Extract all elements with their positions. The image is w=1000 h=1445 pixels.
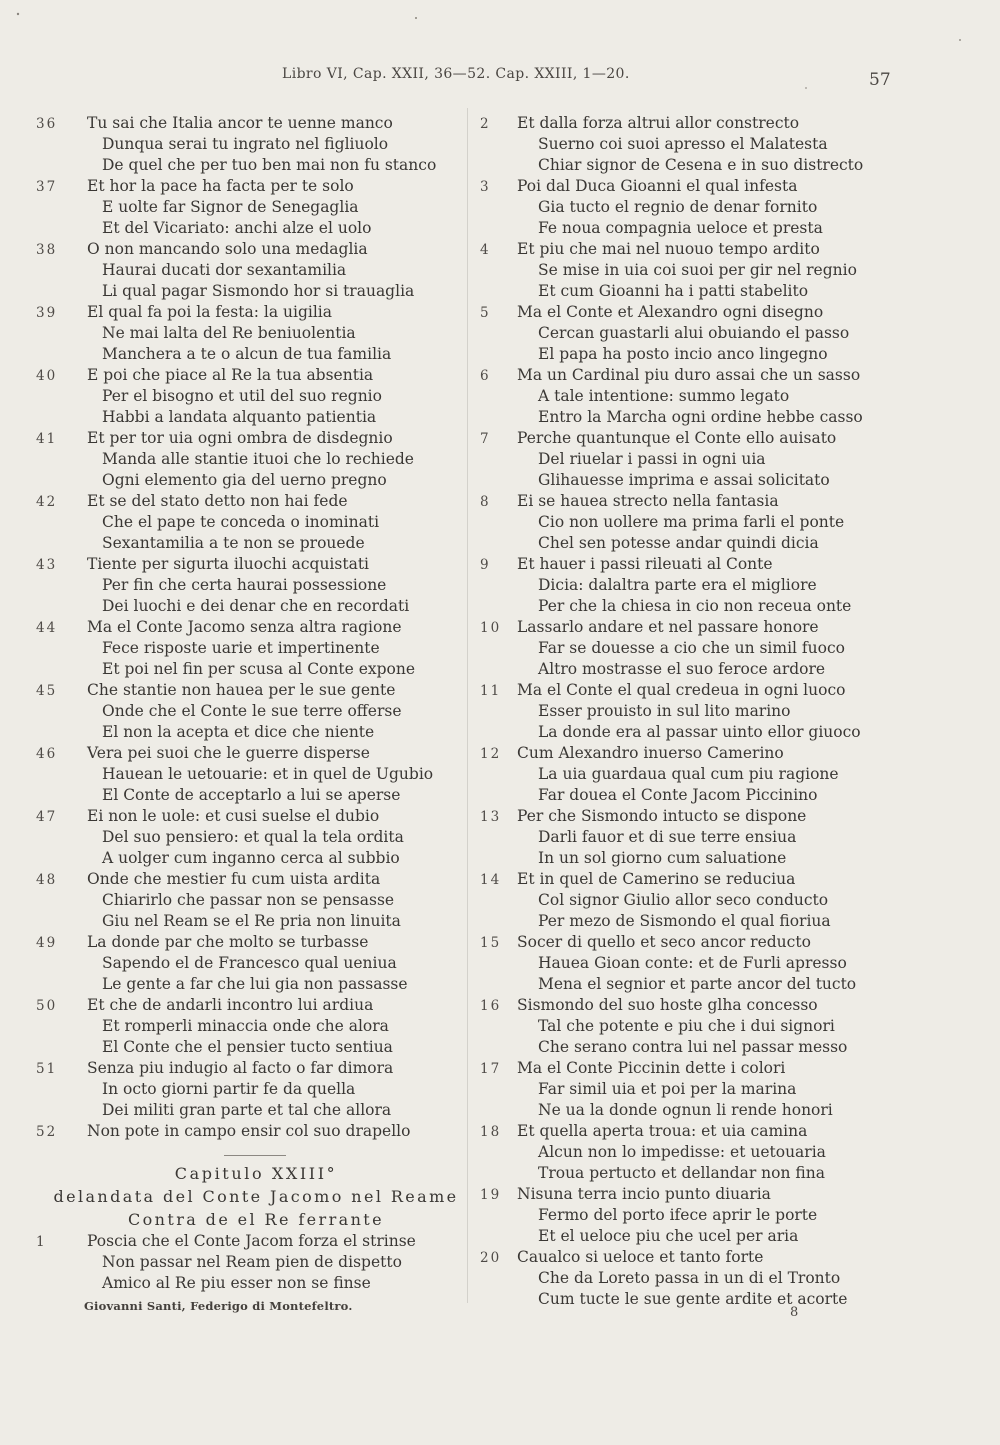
verse-line: Chel sen potesse andar quindi dicia: [538, 534, 819, 552]
verse-line: In un sol giorno cum saluatione: [538, 849, 787, 867]
stanza-number: 10: [480, 620, 502, 636]
stanza: [36, 365, 466, 428]
verse-line: Tiente per sigurta iluochi acquistati: [87, 555, 370, 573]
stanza-number: 6: [480, 368, 491, 384]
verse-line: Et quella aperta troua: et uia camina: [517, 1122, 808, 1140]
stanza: [480, 428, 880, 491]
stanza: [36, 239, 466, 302]
stanza-number: 48: [36, 872, 58, 888]
verse-line: Che da Loreto passa in un di el Tronto: [538, 1269, 841, 1287]
verse-line: Entro la Marcha ogni ordine hebbe casso: [538, 408, 863, 426]
verse-line: Ne ua la donde ognun li rende honori: [538, 1101, 833, 1119]
verse-line: Et el ueloce piu che ucel per aria: [538, 1227, 799, 1245]
stanza: [480, 1058, 880, 1121]
verse-line: Ne mai lalta del Re beniuolentia: [102, 324, 356, 342]
verse-line: Fece risposte uarie et impertinente: [102, 639, 380, 657]
stanza-number: 14: [480, 872, 502, 888]
verse-line: Per el bisogno et util del suo regnio: [102, 387, 382, 405]
stanza-number: 42: [36, 494, 58, 510]
verse-line: Del suo pensiero: et qual la tela ordita: [102, 828, 404, 846]
verse-line: Tu sai che Italia ancor te uenne manco: [87, 114, 393, 132]
stanza: [480, 1121, 880, 1184]
verse-line: Non passar nel Ream pien de dispetto: [102, 1253, 402, 1271]
verse-line: Nisuna terra incio punto diuaria: [517, 1185, 771, 1203]
verse-line: Altro mostrasse el suo feroce ardore: [538, 660, 826, 678]
verse-line: Ma un Cardinal piu duro assai che un sasso: [517, 366, 861, 384]
stanza-number: 44: [36, 620, 58, 636]
verse-line: Amico al Re piu esser non se finse: [102, 1274, 371, 1292]
verse-line: Per mezo de Sismondo el qual fioriua: [538, 912, 831, 930]
verse-line: Poi dal Duca Gioanni el qual infesta: [517, 177, 798, 195]
stanza-number: 2: [480, 116, 491, 132]
verse-line: Cio non uollere ma prima farli el ponte: [538, 513, 845, 531]
verse-line: Cercan guastarli alui obuiando el passo: [538, 324, 850, 342]
verse-line: Non pote in campo ensir col suo drapello: [87, 1122, 411, 1140]
verse-line: Che serano contra lui nel passar messo: [538, 1038, 848, 1056]
page-number: 57: [869, 70, 891, 90]
verse-line: Glihauesse imprima e assai solicitato: [538, 471, 830, 489]
verse-line: El Conte de acceptarlo a lui se aperse: [102, 786, 401, 804]
footer-credit: Giovanni Santi, Federigo di Montefeltro.: [84, 1299, 353, 1313]
stanza-number: 43: [36, 557, 58, 573]
verse-line: Far douea el Conte Jacom Piccinino: [538, 786, 818, 804]
verse-line: Per che Sismondo intucto se dispone: [517, 807, 807, 825]
stanza-number: 15: [480, 935, 502, 951]
verse-line: Troua pertucto et dellandar non fina: [538, 1164, 825, 1182]
stanza: [480, 743, 880, 806]
stanza: [36, 743, 466, 806]
stanza-number: 40: [36, 368, 58, 384]
verse-line: La donde era al passar uinto ellor giuoco: [538, 723, 861, 741]
verse-line: Et piu che mai nel nuouo tempo ardito: [517, 240, 820, 258]
stanza-number: 17: [480, 1061, 502, 1077]
stanza: [36, 302, 466, 365]
stanza: [36, 1121, 466, 1142]
verse-line: Manda alle stantie ituoi che lo rechiede: [102, 450, 414, 468]
verse-line: Et che de andarli incontro lui ardiua: [87, 996, 374, 1014]
verse-line: Cum Alexandro inuerso Camerino: [517, 744, 784, 762]
stanza: [36, 995, 466, 1058]
verse-line: E uolte far Signor de Senegaglia: [102, 198, 359, 216]
chapter-subtitle-line-2: Contra de el Re ferrante: [128, 1210, 384, 1229]
verse-line: Le gente a far che lui gia non passasse: [102, 975, 408, 993]
verse-line: Sexantamilia a te non se prouede: [102, 534, 365, 552]
verse-line: El non la acepta et dice che niente: [102, 723, 375, 741]
verse-line: Senza piu indugio al facto o far dimora: [87, 1059, 394, 1077]
verse-line: Tal che potente e piu che i dui signori: [538, 1017, 835, 1035]
stanza-number: 1: [36, 1234, 47, 1250]
stanza-number: 51: [36, 1061, 58, 1077]
verse-line: Vera pei suoi che le guerre disperse: [87, 744, 370, 762]
verse-line: Habbi a landata alquanto patientia: [102, 408, 377, 426]
verse-line: Gia tucto el regnio de denar fornito: [538, 198, 818, 216]
verse-line: A tale intentione: summo legato: [538, 387, 790, 405]
verse-line: El qual fa poi la festa: la uigilia: [87, 303, 332, 321]
verse-line: Mena el segnior et parte ancor del tucto: [538, 975, 857, 993]
stanza-number: 3: [480, 179, 491, 195]
verse-line: A uolger cum inganno cerca al subbio: [102, 849, 400, 867]
stanza-number: 9: [480, 557, 491, 573]
verse-line: Ma el Conte et Alexandro ogni disegno: [517, 303, 824, 321]
verse-line: Chiarirlo che passar non se pensasse: [102, 891, 395, 909]
verse-line: Che stantie non hauea per le sue gente: [87, 681, 396, 699]
chapter-stanza-list: [36, 1231, 466, 1294]
stanza: [36, 491, 466, 554]
stanza-number: 5: [480, 305, 491, 321]
verse-line: O non mancando solo una medaglia: [87, 240, 368, 258]
stanza-number: 50: [36, 998, 58, 1014]
stanza-number: 38: [36, 242, 58, 258]
stanza: [36, 176, 466, 239]
stanza: [480, 1184, 880, 1247]
stanza: [480, 869, 880, 932]
verse-line: Cum tucte le sue gente ardite et acorte: [538, 1290, 848, 1308]
stanza: [36, 806, 466, 869]
verse-line: Et romperli minaccia onde che alora: [102, 1017, 389, 1035]
stanza: [36, 1231, 466, 1294]
stanza-number: 12: [480, 746, 502, 762]
stanza: [480, 680, 880, 743]
verse-line: Col signor Giulio allor seco conducto: [538, 891, 829, 909]
stanza-number: 45: [36, 683, 58, 699]
stanza: [36, 617, 466, 680]
verse-line: Haurai ducati dor sexantamilia: [102, 261, 347, 279]
verse-line: Dei militi gran parte et tal che allora: [102, 1101, 392, 1119]
verse-line: El papa ha posto incio anco lingegno: [538, 345, 828, 363]
stanza: [480, 1247, 880, 1310]
verse-line: El Conte che el pensier tucto sentiua: [102, 1038, 393, 1056]
verse-line: In octo giorni partir fe da quella: [102, 1080, 356, 1098]
stanza-number: 8: [480, 494, 491, 510]
column-divider: [467, 108, 468, 1303]
verse-line: Ma el Conte Piccinin dette i colori: [517, 1059, 786, 1077]
verse-line: Ogni elemento gia del uerno pregno: [102, 471, 387, 489]
verse-line: Per che la chiesa in cio non receua onte: [538, 597, 852, 615]
verse-line: Suerno coi suoi apresso el Malatesta: [538, 135, 828, 153]
stanza: [36, 869, 466, 932]
stanza-number: 52: [36, 1124, 58, 1140]
verse-line: Sapendo el de Francesco qual ueniua: [102, 954, 397, 972]
running-head: Libro VI, Cap. XXII, 36—52. Cap. XXIII, 1—20.: [282, 66, 630, 82]
verse-line: Fe noua compagnia ueloce et presta: [538, 219, 823, 237]
verse-line: Onde che el Conte le sue terre offerse: [102, 702, 402, 720]
stanza-number: 7: [480, 431, 491, 447]
stanza-number: 39: [36, 305, 58, 321]
stanza: [36, 554, 466, 617]
verse-line: Et hauer i passi rileuati al Conte: [517, 555, 773, 573]
verse-line: Dei luochi e dei denar che en recordati: [102, 597, 410, 615]
verse-line: Darli fauor et di sue terre ensiua: [538, 828, 797, 846]
stanza-number: 37: [36, 179, 58, 195]
verse-line: Far simil uia et poi per la marina: [538, 1080, 797, 1098]
verse-line: Et hor la pace ha facta per te solo: [87, 177, 354, 195]
stanza-number: 49: [36, 935, 58, 951]
verse-line: Dunqua serai tu ingrato nel figliuolo: [102, 135, 389, 153]
stanza-number: 46: [36, 746, 58, 762]
chapter-subtitle-line-1: delandata del Conte Jacomo nel Reame: [53, 1187, 459, 1206]
stanza-number: 41: [36, 431, 58, 447]
verse-line: Dicia: dalaltra parte era el migliore: [538, 576, 817, 594]
signature-mark: 8: [790, 1305, 799, 1320]
verse-line: Ei se hauea strecto nella fantasia: [517, 492, 779, 510]
stanza-number: 19: [480, 1187, 502, 1203]
verse-line: Del riuelar i passi in ogni uia: [538, 450, 766, 468]
verse-line: Per fin che certa haurai possessione: [102, 576, 387, 594]
stanza-number: 11: [480, 683, 502, 699]
verse-line: Et se del stato detto non hai fede: [87, 492, 348, 510]
left-stanza-list: [36, 113, 466, 1142]
stanza: [36, 1058, 466, 1121]
verse-line: Et del Vicariato: anchi alze el uolo: [102, 219, 372, 237]
verse-line: E poi che piace al Re la tua absentia: [87, 366, 374, 384]
stanza: [36, 680, 466, 743]
verse-line: Ei non le uole: et cusi suelse el dubio: [87, 807, 380, 825]
verse-line: Chiar signor de Cesena e in suo distrecto: [538, 156, 864, 174]
stanza-number: 18: [480, 1124, 502, 1140]
verse-line: Et per tor uia ogni ombra de disdegnio: [87, 429, 393, 447]
verse-line: Manchera a te o alcun de tua familia: [102, 345, 392, 363]
verse-line: Poscia che el Conte Jacom forza el strinse: [87, 1232, 416, 1250]
verse-line: Li qual pagar Sismondo hor si trauaglia: [102, 282, 415, 300]
verse-line: Giu nel Ream se el Re pria non linuita: [102, 912, 401, 930]
stanza: [480, 365, 880, 428]
verse-line: La uia guardaua qual cum piu ragione: [538, 765, 839, 783]
verse-line: Perche quantunque el Conte ello auisato: [517, 429, 837, 447]
stanza: [36, 428, 466, 491]
left-column: [36, 113, 466, 1313]
verse-line: Caualco si ueloce et tanto forte: [517, 1248, 764, 1266]
verse-line: Se mise in uia coi suoi per gir nel regnio: [538, 261, 857, 279]
verse-line: Ma el Conte el qual credeua in ogni luoco: [517, 681, 846, 699]
verse-line: Socer di quello et seco ancor reducto: [517, 933, 811, 951]
stanza: [480, 491, 880, 554]
verse-line: Far se douesse a cio che un simil fuoco: [538, 639, 845, 657]
chapter-divider: [224, 1155, 286, 1156]
verse-line: Alcun non lo impedisse: et uetouaria: [538, 1143, 826, 1161]
right-stanza-list: [480, 113, 880, 1310]
stanza: [480, 113, 880, 176]
stanza-number: 47: [36, 809, 58, 825]
stanza-number: 20: [480, 1250, 502, 1266]
verse-line: Et poi nel fin per scusa al Conte expone: [102, 660, 416, 678]
stanza-number: 16: [480, 998, 502, 1014]
verse-line: Hauean le uetouarie: et in quel de Ugubio: [102, 765, 434, 783]
stanza: [480, 617, 880, 680]
stanza: [480, 806, 880, 869]
stanza: [36, 932, 466, 995]
verse-line: Fermo del porto ifece aprir le porte: [538, 1206, 818, 1224]
verse-line: Esser prouisto in sul lito marino: [538, 702, 791, 720]
verse-line: Ma el Conte Jacomo senza altra ragione: [87, 618, 402, 636]
stanza-number: 4: [480, 242, 491, 258]
verse-line: Et dalla forza altrui allor constrecto: [517, 114, 800, 132]
stanza: [480, 239, 880, 302]
verse-line: Onde che mestier fu cum uista ardita: [87, 870, 381, 888]
stanza: [480, 302, 880, 365]
stanza-number: 13: [480, 809, 502, 825]
stanza: [480, 932, 880, 995]
stanza-number: 36: [36, 116, 58, 132]
verse-line: Et in quel de Camerino se reduciua: [517, 870, 796, 888]
right-column: [480, 113, 880, 1310]
verse-line: La donde par che molto se turbasse: [87, 933, 369, 951]
verse-line: Lassarlo andare et nel passare honore: [517, 618, 819, 636]
verse-line: Hauea Gioan conte: et de Furli apresso: [538, 954, 847, 972]
stanza: [480, 995, 880, 1058]
chapter-title: Capitulo XXIII°: [174, 1164, 338, 1183]
stanza: [480, 554, 880, 617]
stanza: [36, 113, 466, 176]
stanza: [480, 176, 880, 239]
verse-line: Che el pape te conceda o inominati: [102, 513, 380, 531]
verse-line: De quel che per tuo ben mai non fu stanco: [102, 156, 437, 174]
verse-line: Sismondo del suo hoste glha concesso: [517, 996, 818, 1014]
verse-line: Et cum Gioanni ha i patti stabelito: [538, 282, 809, 300]
